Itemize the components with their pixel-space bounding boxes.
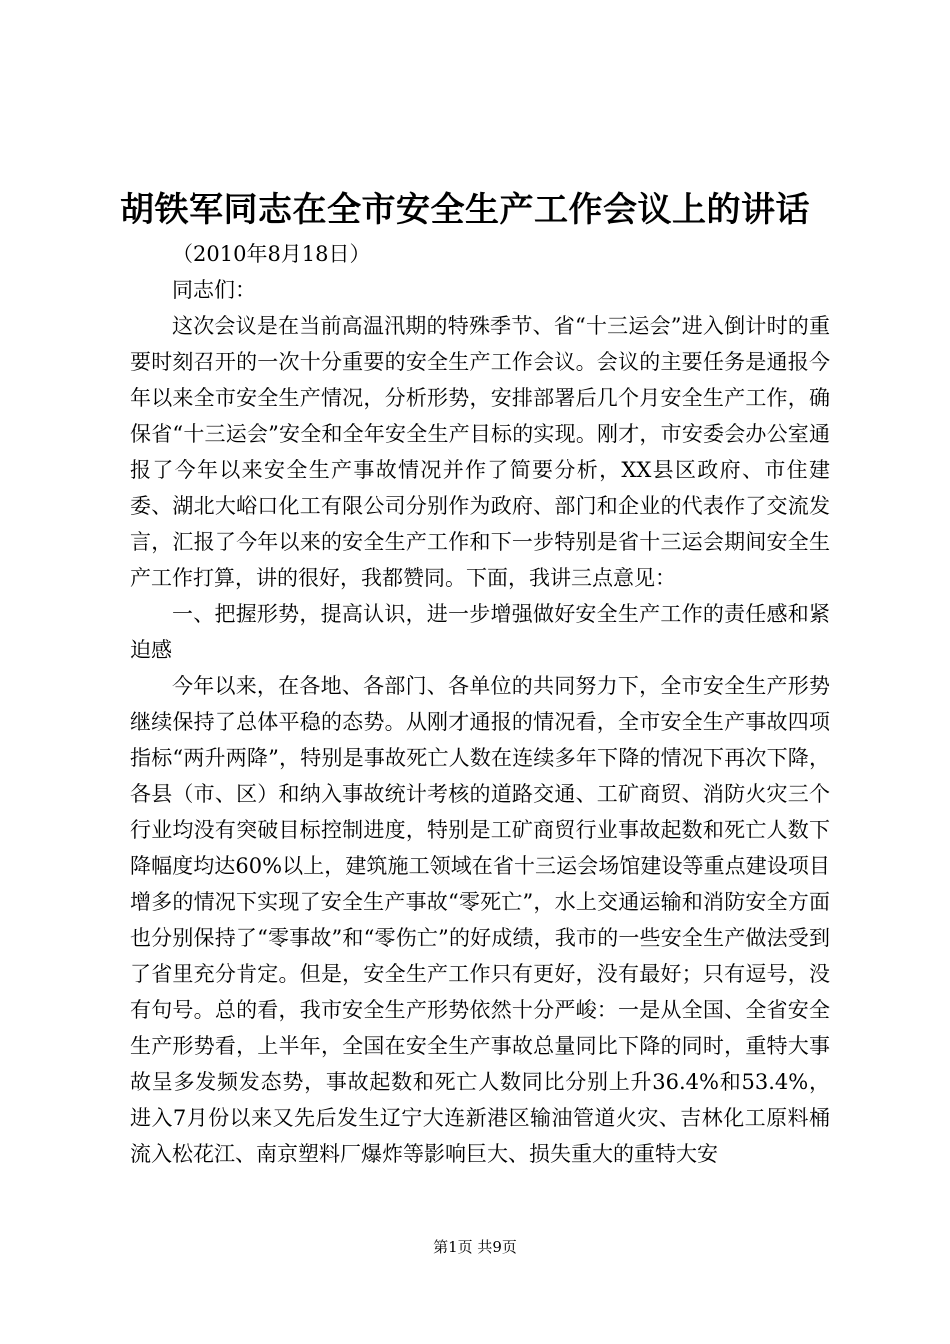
document-title: 胡铁军同志在全市安全生产工作会议上的讲话 bbox=[120, 190, 810, 230]
section-heading-1: 一、把握形势，提高认识，进一步增强做好安全生产工作的责任感和紧迫感 bbox=[130, 602, 830, 662]
document-body bbox=[130, 236, 830, 1184]
salutation: 同志们： bbox=[172, 278, 256, 302]
page-footer: 第1页 共9页 bbox=[433, 1238, 517, 1256]
body-clip bbox=[130, 236, 830, 1184]
paragraph-1: 这次会议是在当前高温汛期的特殊季节、省“十三运会”进入倒计时的重要时刻召开的一次十分重要的安全生产工作会议。会议的主要任务是通报今年以来全市安全生产情况，分析形势，安排部署后几个月安全生产工作，确保省“十三运会”安全和全年安全生产目标的实现。刚才，市安委会办公室通报了今年以来安全生产事故情况并作了简要分析，XX县区政府、市住建委、湖北大峪口化工有限公司分别作为政府、部门和企业的代表作了交流发言，汇报了今年以来的安全生产工作和下一步特别是省十三运会期间安全生产工作打算，讲的很好，我都赞同。下面，我讲三点意见： bbox=[130, 314, 830, 590]
paragraph-2: 今年以来，在各地、各部门、各单位的共同努力下，全市安全生产形势继续保持了总体平稳的态势。从刚才通报的情况看，全市安全生产事故四项指标“两升两降”，特别是事故死亡人数在连续多年下降的情况下再次下降，各县（市、区）和纳入事故统计考核的道路交通、工矿商贸、消防火灾三个行业均没有突破目标控制进度，特别是工矿商贸行业事故起数和死亡人数下降幅度均达60%以上，建筑施工领域在省十三运会场馆建设等重点建设项目增多的情况下实现了安全生产事故“零死亡”，水上交通运输和消防安全方面也分别保持了“零事故”和“零伤亡”的好成绩，我市的一些安全生产做法受到了省里充分肯定。但是，安全生产工作只有更好，没有最好；只有逗号，没有句号。总的看，我市安全生产形势依然十分严峻：一是从全国、全省安全生产形势看，上半年，全国在安全生产事故总量同比下降的同时，重特大事故呈多发频发态势，事故起数和死亡人数同比分别上升36.4%和53.4%，进入7月份以来又先后发生辽宁大连新港区输油管道火灾、吉林化工原料桶流入松花江、南京塑料厂爆炸等影响巨大、损失重大的重特大安 bbox=[130, 674, 830, 1166]
date-line: （2010年8月18日） bbox=[172, 242, 371, 266]
